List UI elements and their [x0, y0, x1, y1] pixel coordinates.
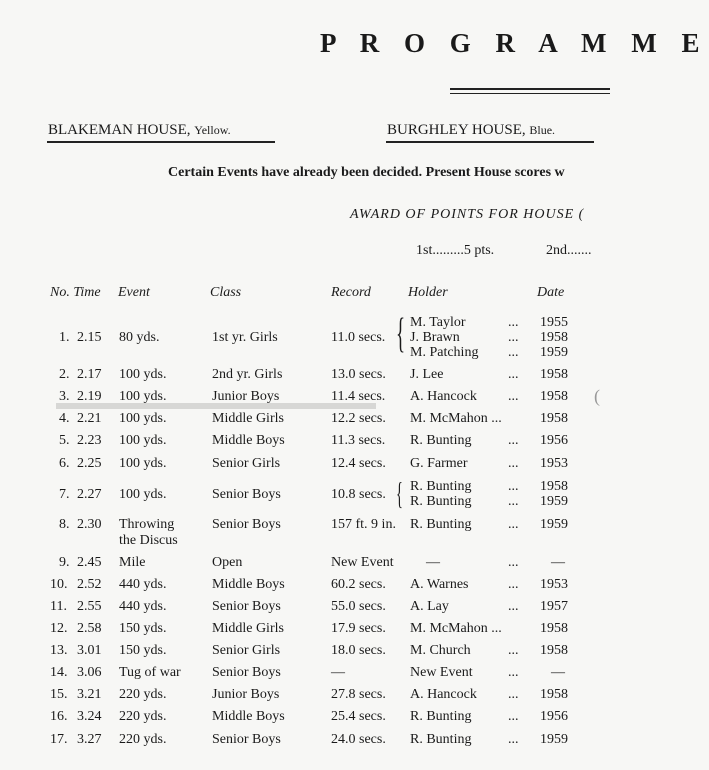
row-event: 100 yds.	[119, 367, 167, 382]
row-record: 27.8 secs.	[331, 687, 386, 702]
row-record: 24.0 secs.	[331, 732, 386, 747]
header-date: Date	[537, 285, 565, 300]
row-class: Senior Boys	[212, 486, 281, 502]
row-number: 7.	[59, 486, 70, 502]
row-time: 3.06	[77, 665, 102, 680]
row-event: Throwing	[119, 517, 175, 532]
row-date: 1957	[540, 599, 568, 614]
row-time: 3.27	[77, 732, 102, 747]
row-time: 2.55	[77, 599, 102, 614]
row-date: 1958	[540, 411, 568, 426]
row-date: 1958	[540, 367, 568, 382]
row-record: 11.0 secs.	[331, 330, 386, 345]
row-event: 100 yds.	[119, 433, 167, 448]
house-colour: Blue.	[529, 123, 556, 137]
row-date: 1959	[540, 345, 568, 360]
row-holder: R. Bunting	[410, 494, 472, 509]
row-holder: M. Patching	[410, 345, 479, 360]
row-number: 4.	[59, 411, 70, 426]
row-number: 16.	[50, 709, 68, 724]
row-date: 1958	[540, 389, 568, 404]
row-time: 2.23	[77, 433, 102, 448]
row-number: 13.	[50, 643, 68, 658]
row-time: 2.15	[77, 330, 102, 345]
row-class: Open	[212, 555, 243, 570]
row-event: 150 yds.	[119, 621, 167, 636]
row-number: 6.	[59, 456, 70, 471]
row-date: 1958	[540, 621, 568, 636]
points-second: 2nd.......	[546, 243, 592, 258]
row-event: 100 yds.	[119, 389, 167, 404]
edge-mark: (	[594, 386, 600, 406]
row-time: 3.01	[77, 643, 102, 658]
row-number: 3.	[59, 389, 70, 404]
points-first: 1st.........5 pts.	[416, 243, 495, 258]
row-event: 100 yds.	[119, 411, 167, 426]
row-dots: ...	[508, 687, 519, 702]
row-dots: ...	[508, 577, 519, 592]
row-event-line2: the Discus	[119, 533, 178, 548]
row-dots: ...	[508, 330, 519, 345]
row-date: 1958	[540, 330, 568, 345]
row-record: 13.0 secs.	[331, 367, 386, 382]
header-no-time: No. Time	[50, 285, 101, 300]
burghley-underline	[386, 141, 594, 143]
print-smudge	[56, 403, 376, 409]
title-rule	[450, 88, 610, 90]
row-record: 55.0 secs.	[331, 599, 386, 614]
row-record: 10.8 secs.	[331, 486, 386, 502]
row-record: 11.4 secs.	[331, 389, 386, 404]
row-number: 11.	[50, 599, 67, 614]
row-class: 1st yr. Girls	[212, 330, 278, 345]
blakeman-house-heading	[48, 122, 231, 139]
row-record: 60.2 secs.	[331, 577, 386, 592]
row-dots: ...	[508, 367, 519, 382]
row-time: 2.21	[77, 411, 102, 426]
page-title: P R O G R A M M E	[320, 28, 709, 58]
row-time: 2.52	[77, 577, 102, 592]
row-class: Junior Boys	[212, 389, 280, 404]
burghley-house-heading	[387, 122, 555, 139]
row-date: 1959	[540, 517, 568, 532]
row-dots: ...	[508, 517, 519, 532]
header-event: Event	[118, 285, 150, 300]
row-holder: R. Bunting	[410, 709, 472, 724]
row-time: 2.27	[77, 486, 102, 502]
row-number: 9.	[59, 555, 70, 570]
row-record: 12.2 secs.	[331, 411, 386, 426]
row-class: Middle Boys	[212, 709, 285, 724]
house-colour: Yellow.	[194, 123, 231, 137]
row-number: 15.	[50, 687, 68, 702]
header-record: Record	[331, 285, 371, 300]
row-record: New Event	[331, 555, 394, 570]
row-number: 10.	[50, 577, 68, 592]
row-holder: R. Bunting	[410, 433, 472, 448]
row-holder: J. Lee	[410, 367, 444, 382]
row-class: Middle Boys	[212, 577, 285, 592]
row-date: 1958	[540, 687, 568, 702]
row-class: 2nd yr. Girls	[212, 367, 283, 382]
row-holder: M. Church	[410, 643, 471, 658]
row-class: Senior Boys	[212, 517, 281, 532]
row-date: —	[551, 555, 565, 570]
row-event: 100 yds.	[119, 486, 167, 502]
row-class: Senior Boys	[212, 665, 281, 680]
row-class: Senior Girls	[212, 456, 281, 471]
row-holder: A. Hancock	[410, 687, 477, 702]
row-dots: ...	[508, 709, 519, 724]
row-date: 1955	[540, 315, 568, 330]
row-dots: ...	[508, 555, 519, 570]
row-holder: R. Bunting	[410, 517, 472, 532]
row-holder: M. McMahon ...	[410, 621, 502, 636]
row-date: 1959	[540, 732, 568, 747]
row-record: 12.4 secs.	[331, 456, 386, 471]
row-date: 1959	[540, 494, 568, 509]
row-class: Senior Boys	[212, 732, 281, 747]
row-number: 12.	[50, 621, 68, 636]
row-event: 440 yds.	[119, 577, 167, 592]
row-time: 3.24	[77, 709, 102, 724]
row-holder: A. Hancock	[410, 389, 477, 404]
row-record: 11.3 secs.	[331, 433, 386, 448]
row-date: 1953	[540, 577, 568, 592]
row-date: 1953	[540, 456, 568, 471]
header-holder: Holder	[408, 285, 448, 300]
row-date: —	[551, 665, 565, 680]
row-event: 220 yds.	[119, 709, 167, 724]
row-holder: R. Bunting	[410, 732, 472, 747]
row-class: Middle Girls	[212, 621, 284, 636]
row-dots: ...	[508, 479, 519, 494]
row-holder: A. Lay	[410, 599, 449, 614]
row-number: 14.	[50, 665, 68, 680]
row-date: 1958	[540, 479, 568, 494]
row-time: 2.17	[77, 367, 102, 382]
holder-brace: {	[396, 475, 403, 511]
award-heading: AWARD OF POINTS FOR HOUSE (	[350, 207, 585, 222]
holder-brace: {	[396, 311, 406, 357]
row-dots: ...	[508, 643, 519, 658]
row-number: 8.	[59, 517, 70, 532]
row-date: 1956	[540, 433, 568, 448]
row-event: 220 yds.	[119, 732, 167, 747]
row-dots: ...	[508, 389, 519, 404]
row-record: —	[331, 665, 345, 680]
row-dots: ...	[508, 433, 519, 448]
row-holder: M. Taylor	[410, 315, 466, 330]
row-class: Senior Boys	[212, 599, 281, 614]
row-number: 17.	[50, 732, 68, 747]
row-time: 2.19	[77, 389, 102, 404]
row-holder: G. Farmer	[410, 456, 468, 471]
row-time: 2.58	[77, 621, 102, 636]
title-rule-thin	[450, 93, 610, 94]
row-record: 17.9 secs.	[331, 621, 386, 636]
row-event: Tug of war	[119, 665, 181, 680]
row-event: 220 yds.	[119, 687, 167, 702]
row-record: 18.0 secs.	[331, 643, 386, 658]
row-time: 3.21	[77, 687, 102, 702]
row-number: 5.	[59, 433, 70, 448]
row-holder: New Event	[410, 665, 473, 680]
row-date: 1956	[540, 709, 568, 724]
row-class: Middle Boys	[212, 433, 285, 448]
row-number: 2.	[59, 367, 70, 382]
row-class: Senior Girls	[212, 643, 281, 658]
row-event: 80 yds.	[119, 330, 160, 345]
row-event: 100 yds.	[119, 456, 167, 471]
row-event: Mile	[119, 555, 146, 570]
row-record: 157 ft. 9 in.	[331, 517, 396, 532]
row-dots: ...	[508, 315, 519, 330]
row-time: 2.30	[77, 517, 102, 532]
row-dots: ...	[508, 494, 519, 509]
row-dots: ...	[508, 665, 519, 680]
row-record: 25.4 secs.	[331, 709, 386, 724]
row-dots: ...	[508, 732, 519, 747]
row-dots: ...	[508, 599, 519, 614]
row-date: 1958	[540, 643, 568, 658]
house-name: BURGHLEY HOUSE,	[387, 122, 526, 138]
row-holder: J. Brawn	[410, 330, 460, 345]
row-time: 2.25	[77, 456, 102, 471]
row-number: 1.	[59, 330, 70, 345]
row-event: 150 yds.	[119, 643, 167, 658]
row-class: Junior Boys	[212, 687, 280, 702]
row-holder: M. McMahon ...	[410, 411, 502, 426]
house-name: BLAKEMAN HOUSE,	[48, 122, 191, 138]
row-dots: ...	[508, 456, 519, 471]
row-holder: —	[426, 555, 440, 570]
row-holder: A. Warnes	[410, 577, 469, 592]
header-class: Class	[210, 285, 242, 300]
row-class: Middle Girls	[212, 411, 284, 426]
row-time: 2.45	[77, 555, 102, 570]
blakeman-underline	[47, 141, 275, 143]
row-event: 440 yds.	[119, 599, 167, 614]
notice-text: Certain Events have already been decided. Present House scores w	[168, 165, 565, 180]
row-holder: R. Bunting	[410, 479, 472, 494]
row-dots: ...	[508, 345, 519, 360]
